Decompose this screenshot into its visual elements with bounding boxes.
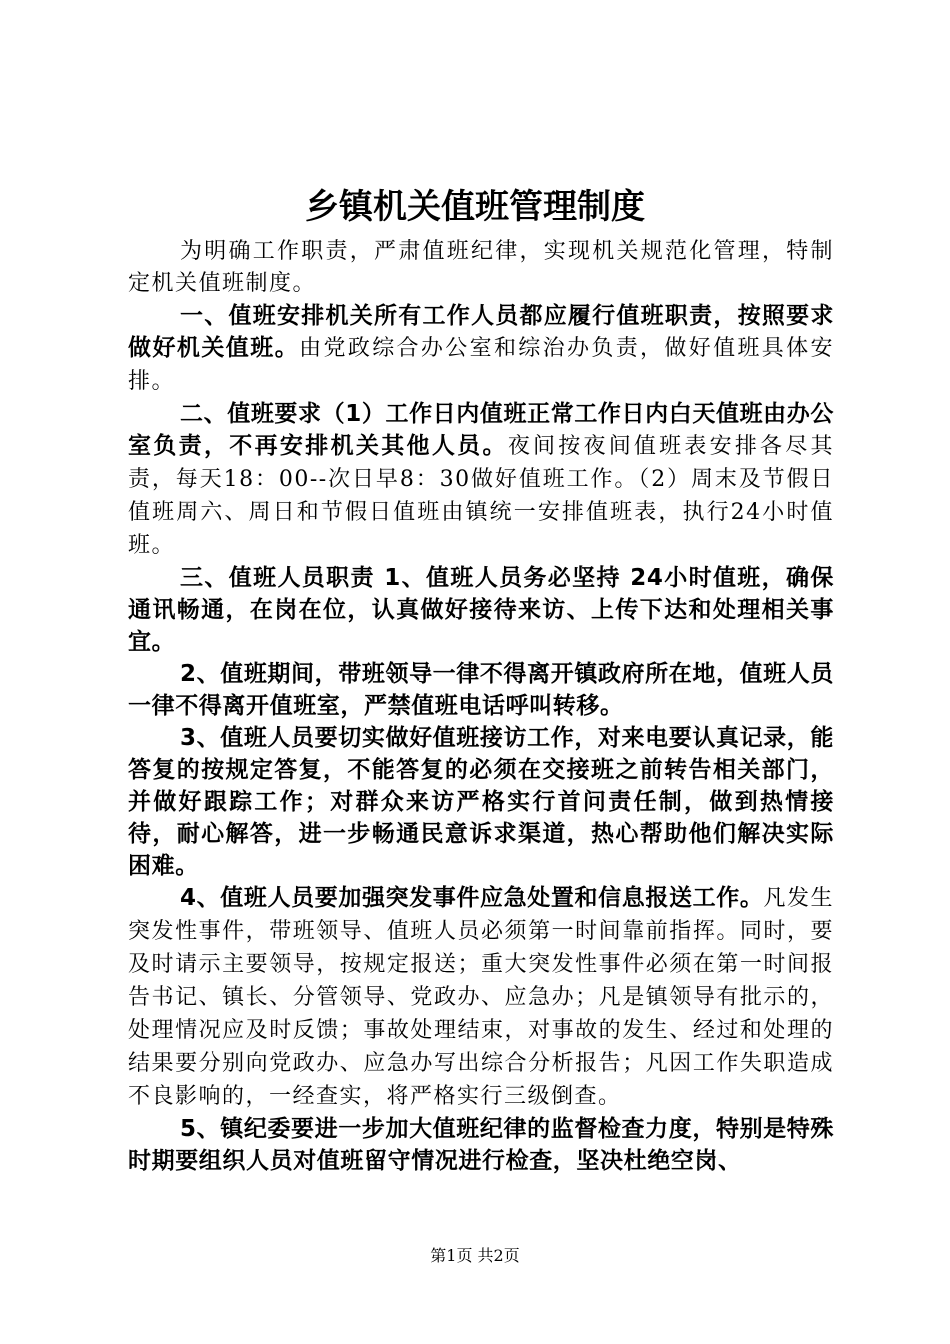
document-title: 乡镇机关值班管理制度 — [305, 187, 645, 227]
paragraph-emergency-handling-rest: 凡发生突发性事件，带班领导、值班人员必须第一时间靠前指挥。同时，要及时请示主要领导，按规定报送；重大突发性事件必须在第一时间报告书记、镇长、分管领导、党政办、应急办；凡是镇领导有批示的，处理情况应及时反馈；事故处理结束，对事故的发生、经过和处理的结果要分别向党政办、应急办写出综合分析报告；凡因工作失职造成不良影响的，一经查实，将严格实行三级倒查。 — [128, 886, 834, 1109]
paragraph-duty-responsibilities: 三、值班人员职责 1、值班人员务必坚持 24小时值班，确保通讯畅通，在岗在位，认真做好接待来访、上传下达和处理相关事宜。 — [128, 565, 834, 655]
paragraph-emergency-handling-lead: 4、值班人员要加强突发事件应急处置和信息报送工作。 — [180, 885, 764, 911]
paragraph-duty-arrangement-rest: 由党政综合办公室和综治办负责，做好值班具体安排。 — [128, 336, 834, 394]
paragraph-intro: 为明确工作职责，严肃值班纪律，实现机关规范化管理，特制定机关值班制度。 — [128, 239, 834, 296]
paragraph-duty-period: 2、值班期间，带班领导一律不得离开镇政府所在地，值班人员一律不得离开值班室，严禁值班电话呼叫转移。 — [128, 661, 834, 719]
paragraph-duty-arrangement — [128, 300, 834, 398]
paragraph-duty-requirements — [128, 398, 834, 562]
document-body — [128, 236, 834, 1177]
paragraph-emergency-handling — [128, 882, 834, 1113]
paragraph-duty-requirements-lead: 二、值班要求（1）工作日内值班正常工作日内白天值班由办公室负责，不再安排机关其他人员。 — [128, 401, 834, 459]
paragraph-visitor-handling: 3、值班人员要切实做好值班接访工作，对来电要认真记录，能答复的按规定答复，不能答复的必须在交接班之前转告相关部门，并做好跟踪工作；对群众来访严格实行首问责任制，做到热情接待，耐心解答，进一步畅通民意诉求渠道，热心帮助他们解决实际困难。 — [128, 725, 834, 879]
paragraph-supervision: 5、镇纪委要进一步加大值班纪律的监督检查力度，特别是特殊时期要组织人员对值班留守情况进行检查，坚决杜绝空岗、 — [128, 1116, 834, 1174]
page-number-footer: 第1页 共2页 — [430, 1246, 520, 1265]
paragraph-duty-arrangement-lead: 一、值班安排机关所有工作人员都应履行值班职责，按照要求做好机关值班。 — [128, 303, 834, 361]
paragraph-duty-requirements-rest: 夜间按夜间值班表安排各尽其责，每天18：00--次日早8：30做好值班工作。（2）周末及节假日值班周六、周日和节假日值班由镇统一安排值班表，执行24小时值班。 — [128, 434, 834, 558]
